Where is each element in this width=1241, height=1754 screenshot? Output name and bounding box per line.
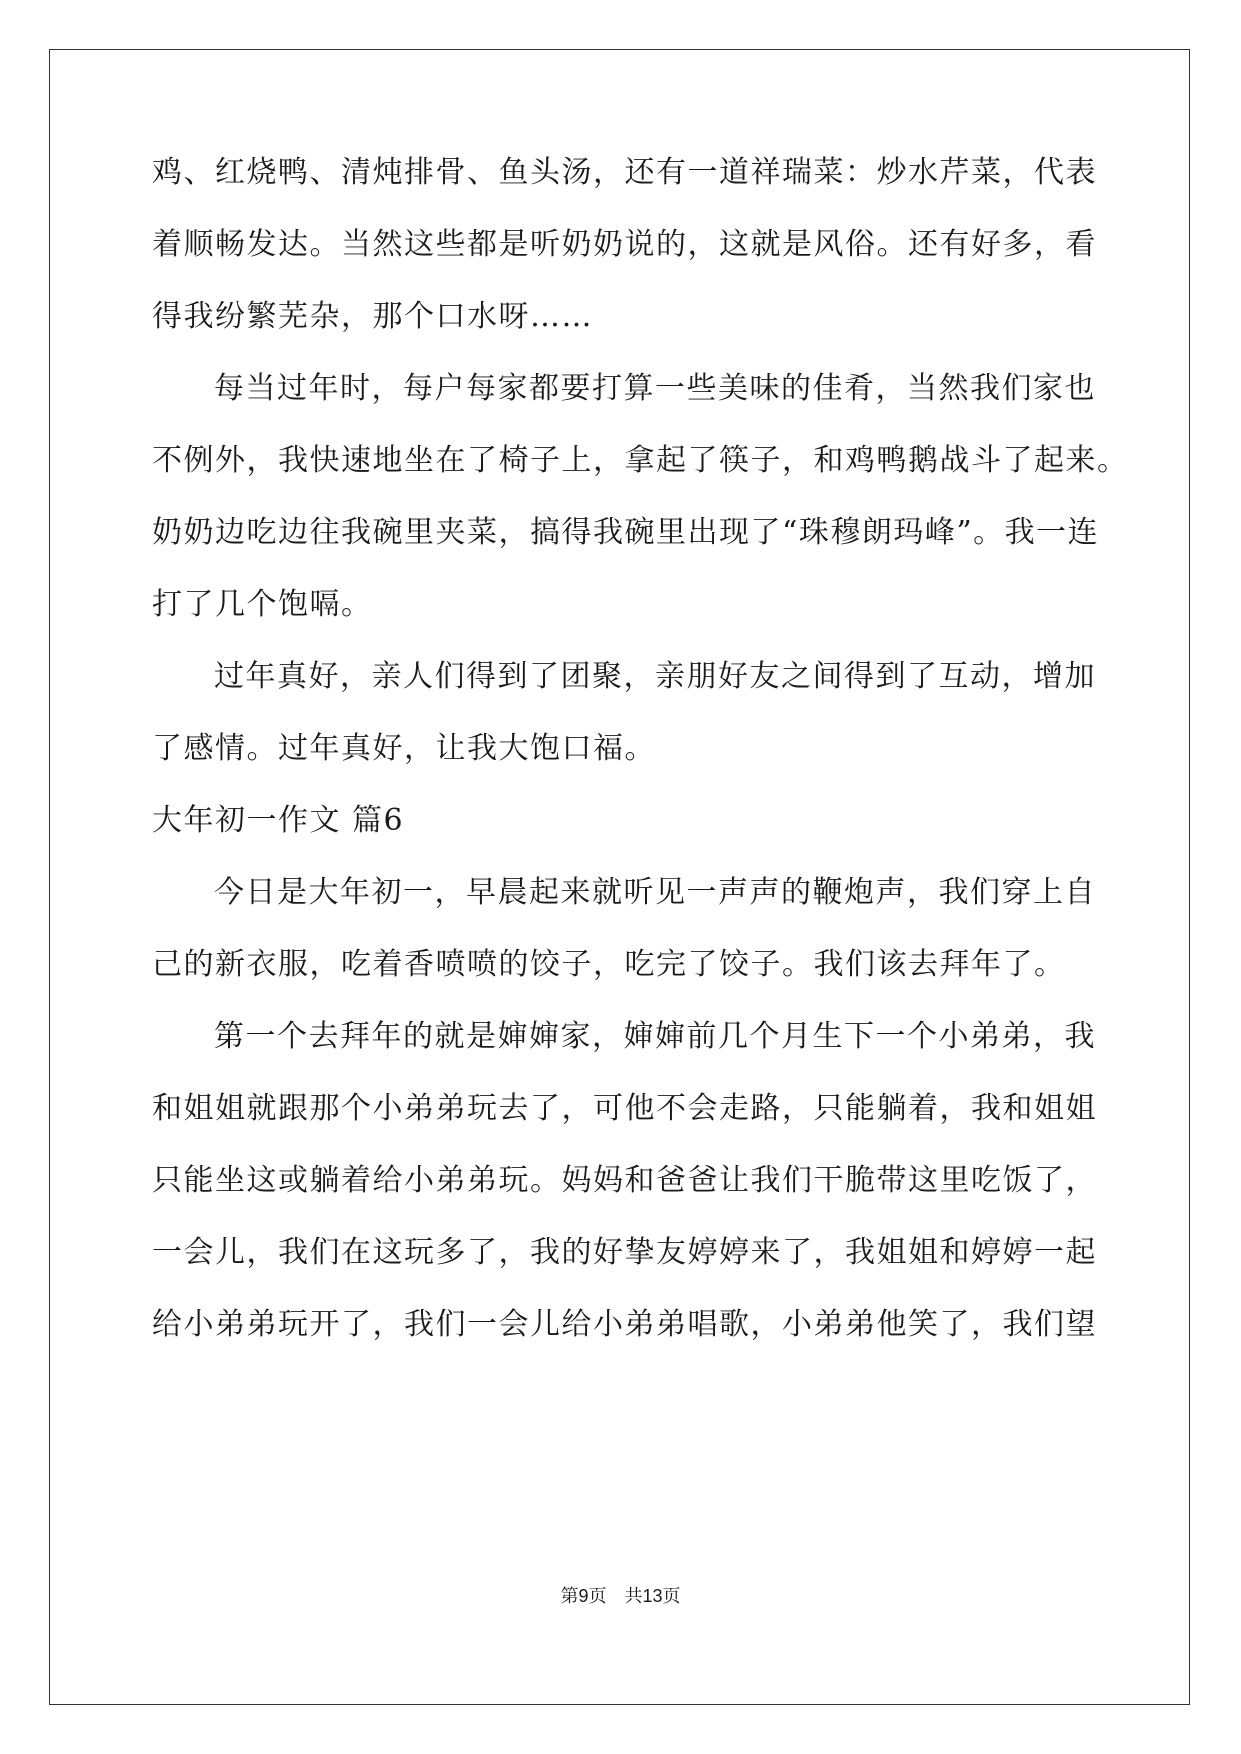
text-line: 不例外，我快速地坐在了椅子上，拿起了筷子，和鸡鸭鹅战斗了起来。 (152, 443, 1129, 478)
section-heading: 大年初一作文 篇6 (152, 803, 405, 838)
text-line: 得我纷繁芜杂，那个口水呀…… (152, 299, 593, 334)
page-footer (0, 1584, 1241, 1609)
text-line: 给小弟弟玩开了，我们一会儿给小弟弟唱歌，小弟弟他笑了，我们望 (152, 1307, 1097, 1342)
paragraph-start-line: 过年真好，亲人们得到了团聚，亲朋好友之间得到了互动，增加 (214, 659, 1096, 694)
text-line: 奶奶边吃边往我碗里夹菜，搞得我碗里出现了“珠穆朗玛峰”。我一连 (152, 515, 1100, 550)
paragraph-start-line: 今日是大年初一，早晨起来就听见一声声的鞭炮声，我们穿上自 (214, 875, 1096, 910)
text-line: 了感情。过年真好，让我大饱口福。 (152, 731, 656, 766)
paragraph-start-line: 每当过年时，每户每家都要打算一些美味的佳肴，当然我们家也 (214, 371, 1096, 406)
footer-prefix: 第 (560, 1586, 579, 1607)
text-line: 一会儿，我们在这玩多了，我的好挚友婷婷来了，我姐姐和婷婷一起 (152, 1235, 1097, 1270)
footer-suffix: 页 (662, 1586, 681, 1607)
paragraph-start-line: 第一个去拜年的就是婶婶家，婶婶前几个月生下一个小弟弟，我 (214, 1019, 1096, 1054)
text-line: 打了几个饱嗝。 (152, 587, 373, 622)
footer-middle: 页 共 (588, 1586, 643, 1607)
footer-total-pages: 13 (642, 1586, 663, 1606)
text-line: 着顺畅发达。当然这些都是听奶奶说的，这就是风俗。还有好多，看 (152, 227, 1097, 262)
text-line: 鸡、红烧鸭、清炖排骨、鱼头汤，还有一道祥瑞菜：炒水芹菜，代表 (152, 155, 1097, 190)
text-line: 和姐姐就跟那个小弟弟玩去了，可他不会走路，只能躺着，我和姐姐 (152, 1091, 1097, 1126)
footer-page-number: 9 (578, 1586, 589, 1606)
text-line: 只能坐这或躺着给小弟弟玩。妈妈和爸爸让我们干脆带这里吃饭了， (152, 1163, 1097, 1198)
text-line: 己的新衣服，吃着香喷喷的饺子，吃完了饺子。我们该去拜年了。 (152, 947, 1066, 982)
